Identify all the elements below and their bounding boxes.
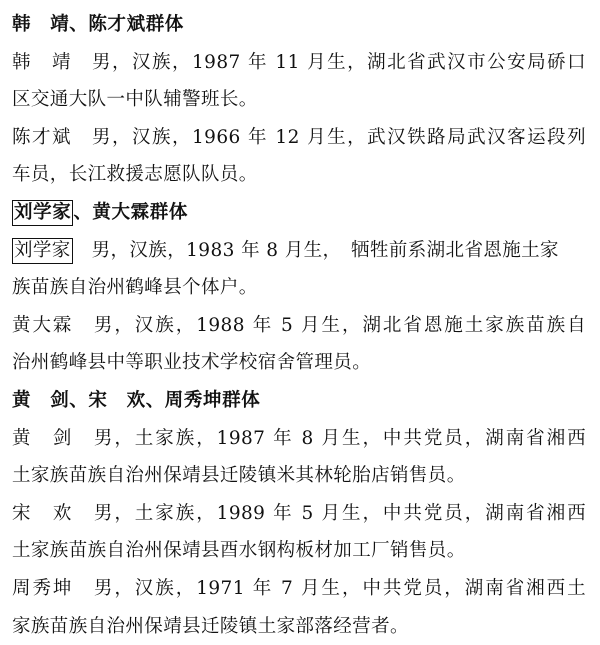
entry-line: 黄 剑 男，土家族，1987 年 8 月生，中共党员，湖南省湘西 [12, 427, 586, 449]
entry-text: 男，汉族，1983 年 8 月生， 牺牲前系湖北省恩施土家 [72, 239, 559, 261]
boxed-name: 刘学家 [12, 238, 73, 264]
group-heading: 韩 靖、陈才斌群体 [12, 14, 184, 35]
entry-line: 区交通大队一中队辅警班长。 [12, 89, 258, 111]
boxed-name: 刘学家 [12, 200, 73, 226]
entry-line [12, 232, 596, 270]
entry-line: 土家族苗族自治州保靖县迁陵镇米其林轮胎店销售员。 [12, 465, 466, 487]
group-heading-rest: 、黄大霖群体 [73, 201, 188, 223]
entry-line: 韩 靖 男，汉族，1987 年 11 月生，湖北省武汉市公安局硚口 [12, 51, 586, 73]
entry-line: 车员，长江救援志愿队队员。 [12, 164, 258, 186]
group-heading: 黄 剑、宋 欢、周秀坤群体 [12, 389, 261, 411]
entry-line: 族苗族自治州鹤峰县个体户。 [12, 277, 258, 299]
entry-line: 周秀坤 男，汉族，1971 年 7 月生，中共党员，湖南省湘西土 [12, 577, 586, 599]
entry-line: 治州鹤峰县中等职业技术学校宿舍管理员。 [12, 352, 372, 374]
entry-line: 黄大霖 男，汉族，1988 年 5 月生，湖北省恩施土家族苗族自 [12, 314, 586, 336]
document-body [12, 6, 596, 645]
entry-line: 宋 欢 男，土家族，1989 年 5 月生，中共党员，湖南省湘西 [12, 502, 586, 524]
entry-line: 陈才斌 男，汉族，1966 年 12 月生，武汉铁路局武汉客运段列 [12, 126, 586, 148]
entry-line: 家族苗族自治州保靖县迁陵镇土家部落经营者。 [12, 615, 409, 637]
group-heading [12, 194, 596, 232]
entry-line: 土家族苗族自治州保靖县酉水钢构板材加工厂销售员。 [12, 540, 466, 562]
